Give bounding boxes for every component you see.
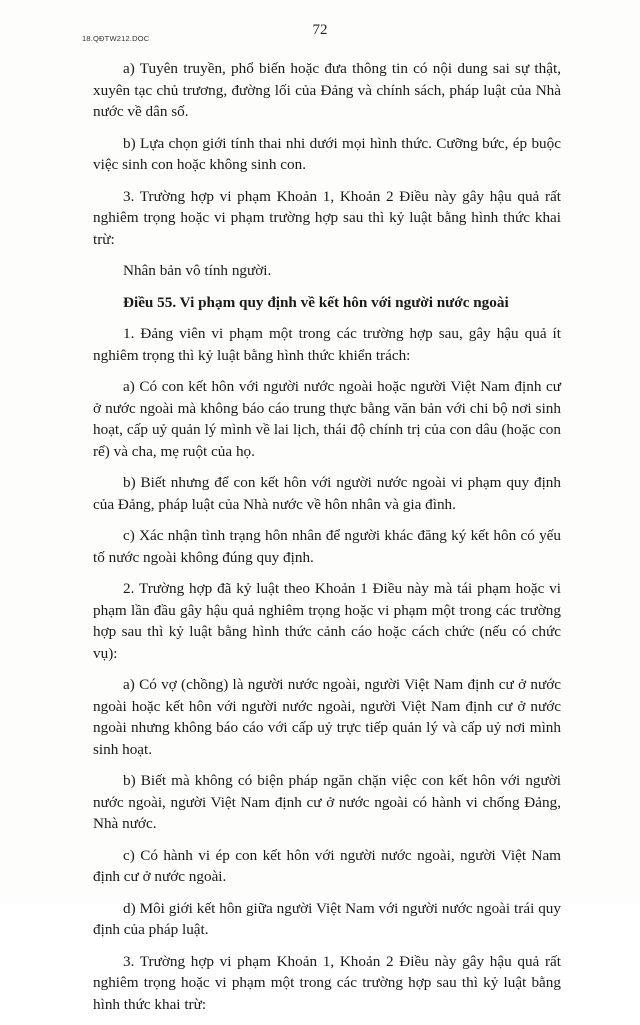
paragraph: c) Có hành vi ép con kết hôn với người nước ngoài, người Việt Nam định cư ở nước ngoài. — [93, 846, 561, 885]
paragraph: c) Xác nhận tình trạng hôn nhân để người khác đăng ký kết hôn có yếu tố nước ngoài không đúng quy định. — [93, 527, 561, 566]
paragraph: 3. Trường hợp vi phạm Khoản 1, Khoản 2 Điều này gây hậu quả rất nghiêm trọng hoặc vi phạm trường hợp sau thì kỷ luật bằng hình thức khai trừ: — [93, 187, 561, 248]
paragraph: b) Lựa chọn giới tính thai nhi dưới mọi hình thức. Cưỡng bức, ép buộc việc sinh con hoặc không sinh con. — [93, 134, 561, 173]
paragraph: b) Biết mà không có biện pháp ngăn chặn việc con kết hôn với người nước ngoài, người Việt Nam định cư ở nước ngoài có hành vi chống Đảng, Nhà nước. — [93, 772, 561, 832]
article-heading: Điều 55. Vi phạm quy định về kết hôn với người nước ngoài — [123, 293, 509, 311]
document-body — [93, 58, 561, 1025]
paragraph: d) Môi giới kết hôn giữa người Việt Nam với người nước ngoài trái quy định của pháp luật. — [93, 899, 561, 938]
paragraph: 1. Đảng viên vi phạm một trong các trường hợp sau, gây hậu quả ít nghiêm trọng thì kỷ luật bằng hình thức khiển trách: — [93, 325, 561, 364]
paragraph: a) Có con kết hôn với người nước ngoài hoặc người Việt Nam định cư ở nước ngoài mà không báo cáo trung thực bằng văn bản với chi bộ nơi sinh hoạt, cấp uỷ quản lý mình về lai lịch, thái độ chính trị của con dâu (hoặc con rể) và cha, mẹ ruột của họ. — [93, 378, 561, 460]
paragraph: b) Biết nhưng để con kết hôn với người nước ngoài vi phạm quy định của Đảng, pháp luật của Nhà nước về hôn nhân và gia đình. — [93, 474, 561, 513]
paragraph: a) Có vợ (chồng) là người nước ngoài, người Việt Nam định cư ở nước ngoài hoặc kết hôn với người nước ngoài, người Việt Nam định cư ở nước ngoài nhưng không báo cáo với cấp uỷ trực tiếp quản lý và cấp uỷ nơi mình sinh hoạt. — [93, 676, 561, 758]
file-name-label: 18.QĐTW212.DOC — [82, 34, 150, 43]
paragraph: 2. Trường hợp đã kỷ luật theo Khoản 1 Điều này mà tái phạm hoặc vi phạm lần đầu gây hậu quả nghiêm trọng hoặc vi phạm một trong các trường hợp sau thì kỷ luật bằng hình thức cảnh cáo hoặc cách chức (nếu có chức vụ): — [93, 580, 561, 662]
paragraph: 3. Trường hợp vi phạm Khoản 1, Khoản 2 Điều này gây hậu quả rất nghiêm trọng hoặc vi phạm một trong các trường hợp sau thì kỷ luật bằng hình thức khai trừ: — [93, 952, 561, 1013]
paragraph: a) Tuyên truyền, phổ biến hoặc đưa thông tin có nội dung sai sự thật, xuyên tạc chủ trương, đường lối của Đảng và chính sách, pháp luật của Nhà nước về dân số. — [93, 60, 561, 120]
page-number: 72 — [312, 22, 328, 38]
paragraph: Nhân bản vô tính người. — [123, 262, 272, 279]
